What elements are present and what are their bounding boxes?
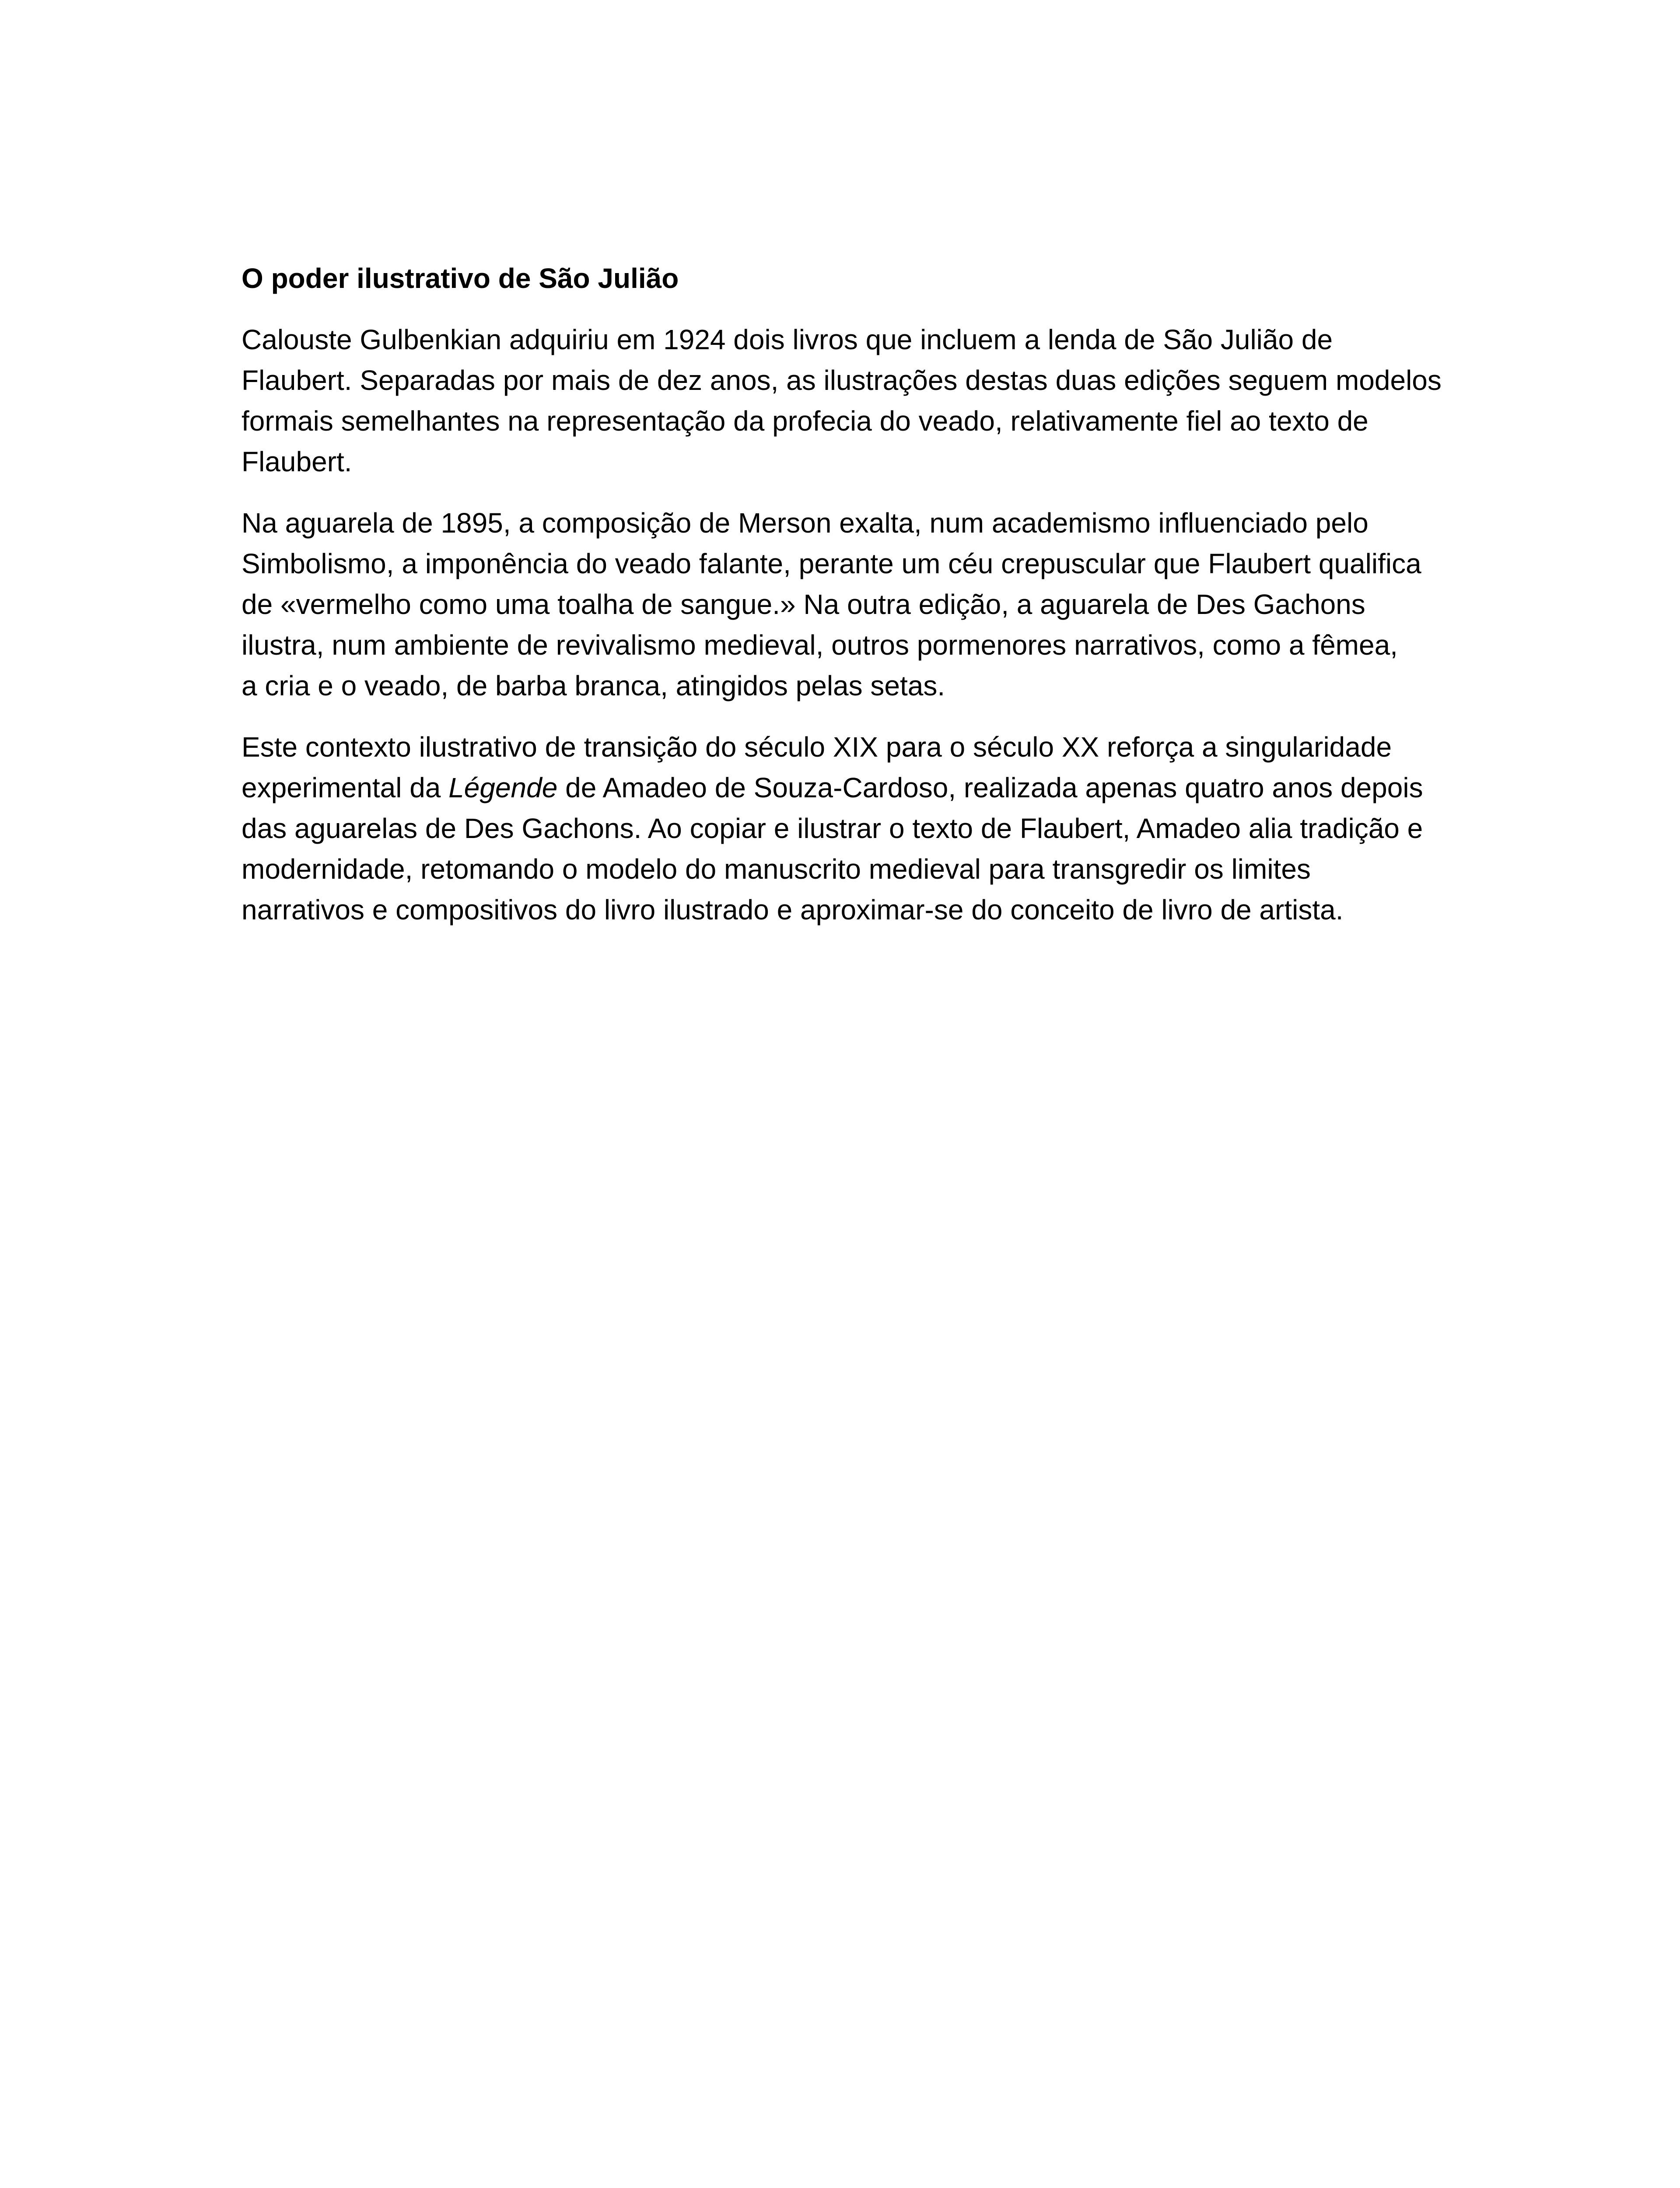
paragraph-line: das aguarelas de Des Gachons. Ao copiar e ilustrar o texto de Flaubert, Amadeo alia tradição e [242,813,1423,844]
paragraph-line: ilustra, num ambiente de revivalismo medieval, outros pormenores narrativos, como a fêmea, [242,629,1398,661]
paragraph-line: Flaubert. [242,446,352,477]
paragraph-line: de «vermelho como uma toalha de sangue.» Na outra edição, a aguarela de Des Gachons [242,589,1365,620]
paragraph-line: Simbolismo, a imponência do veado falante, perante um céu crepuscular que Flaubert qualifica [242,548,1421,579]
paragraph-line: Calouste Gulbenkian adquiriu em 1924 dois livros que incluem a lenda de São Julião de [242,324,1333,355]
italic-title: Légende [448,772,558,803]
paragraph-line: Flaubert. Separadas por mais de dez anos, as ilustrações destas duas edições seguem modelos [242,365,1442,396]
line-text: de Amadeo de Souza-Cardoso, realizada apenas quatro anos depois [557,772,1423,803]
paragraph-2 [242,503,1466,706]
paragraph-line [242,768,1466,808]
line-text: experimental da [242,772,449,803]
paragraph-line: Na aguarela de 1895, a composição de Merson exalta, num academismo influenciado pelo [242,507,1368,539]
paragraph-line: a cria e o veado, de barba branca, atingidos pelas setas. [242,670,945,701]
paragraph-line: narrativos e compositivos do livro ilustrado e aproximar-se do conceito de livro de artista. [242,894,1344,926]
paragraph-line: formais semelhantes na representação da profecia do veado, relativamente fiel ao texto de [242,405,1368,437]
paragraph-line: Este contexto ilustrativo de transição do século XIX para o século XX reforça a singularidade [242,731,1392,763]
paragraph-1 [242,319,1466,482]
document-title: O poder ilustrativo de São Julião [242,263,679,294]
paragraph-line: modernidade, retomando o modelo do manuscrito medieval para transgredir os limites [242,853,1311,885]
paragraph-3 [242,727,1466,930]
document-body [242,258,1466,951]
